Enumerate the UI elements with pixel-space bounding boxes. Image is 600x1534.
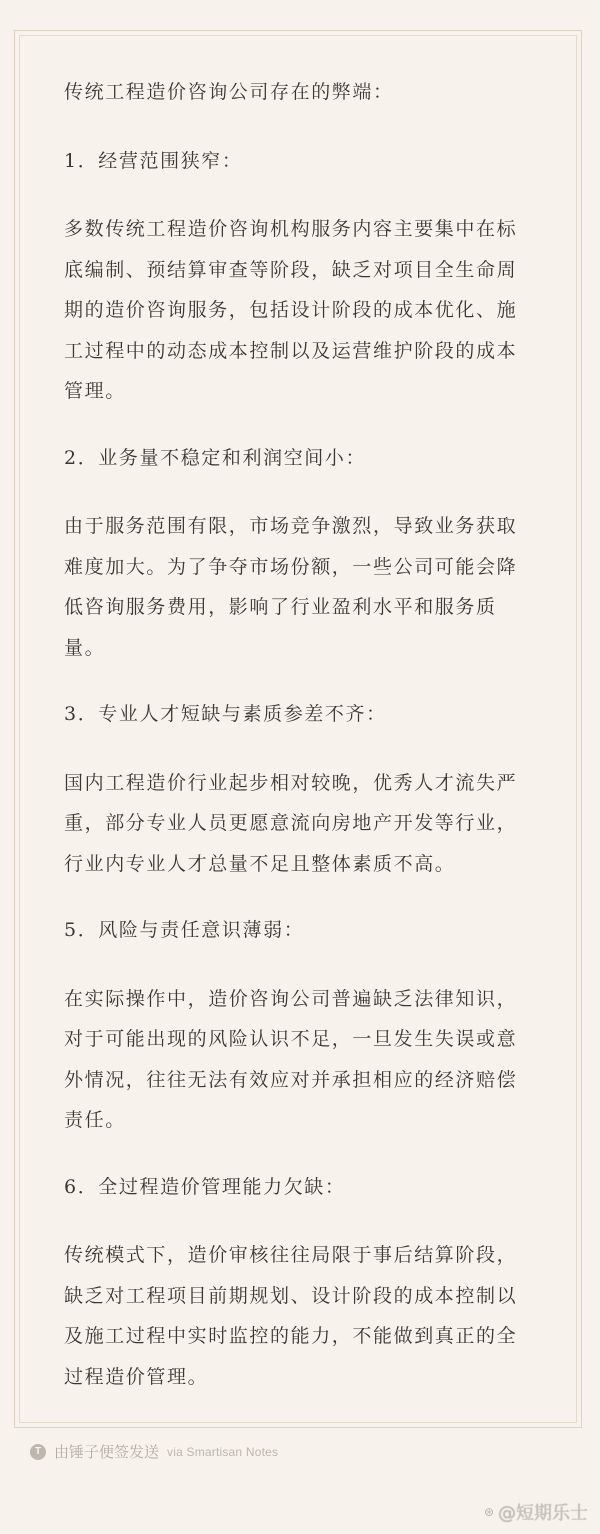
sent-via-label: 由锤子便签发送	[54, 1444, 160, 1461]
section-title-2: 2．业务量不稳定和利润空间小：	[64, 446, 367, 469]
section-body-6: 传统模式下，造价审核往往局限于事后结算阶段，缺乏对工程项目前期规划、设计阶段的成本控制以及施工过程中实时监控的能力，不能做到真正的全过程造价管理。	[64, 1244, 518, 1388]
section-title-1: 1．经营范围狭窄：	[64, 149, 243, 172]
watermark-text: @短期乐士	[498, 1503, 588, 1524]
note-content	[64, 72, 534, 1397]
note-footer	[30, 1441, 278, 1462]
section-body-3: 国内工程造价行业起步相对较晚，优秀人才流失严重，部分专业人员更愿意流向房地产开发等行业，行业内专业人才总量不足且整体素质不高。	[64, 771, 518, 875]
section-body-5: 在实际操作中，造价咨询公司普遍缺乏法律知识，对于可能出现的风险认识不足，一旦发生失误或意外情况，往往无法有效应对并承担相应的经济赔偿责任。	[64, 987, 518, 1131]
section-title-3: 3．专业人才短缺与素质参差不齐：	[64, 703, 387, 725]
note-heading: 传统工程造价咨询公司存在的弊端：	[64, 81, 394, 103]
section-body-2: 由于服务范围有限，市场竞争激烈，导致业务获取难度加大。为了争夺市场份额，一些公司可能会降低咨询服务费用，影响了行业盈利水平和服务质量。	[64, 515, 518, 659]
section-title-5: 5．风险与责任意识薄弱：	[64, 919, 305, 941]
via-smartisan-label: via Smartisan Notes	[167, 1444, 279, 1459]
section-body-1: 多数传统工程造价咨询机构服务内容主要集中在标底编制、预结算审查等阶段，缺乏对项目全生命周期的造价咨询服务，包括设计阶段的成本优化、施工过程中的动态成本控制以及运营维护阶段的成本管理。	[64, 218, 518, 402]
smartisan-t-icon: T	[30, 1444, 46, 1460]
section-title-6: 6．全过程造价管理能力欠缺：	[64, 1175, 346, 1198]
watermark-icon: ⊛	[483, 1505, 494, 1519]
watermark	[484, 1499, 588, 1525]
